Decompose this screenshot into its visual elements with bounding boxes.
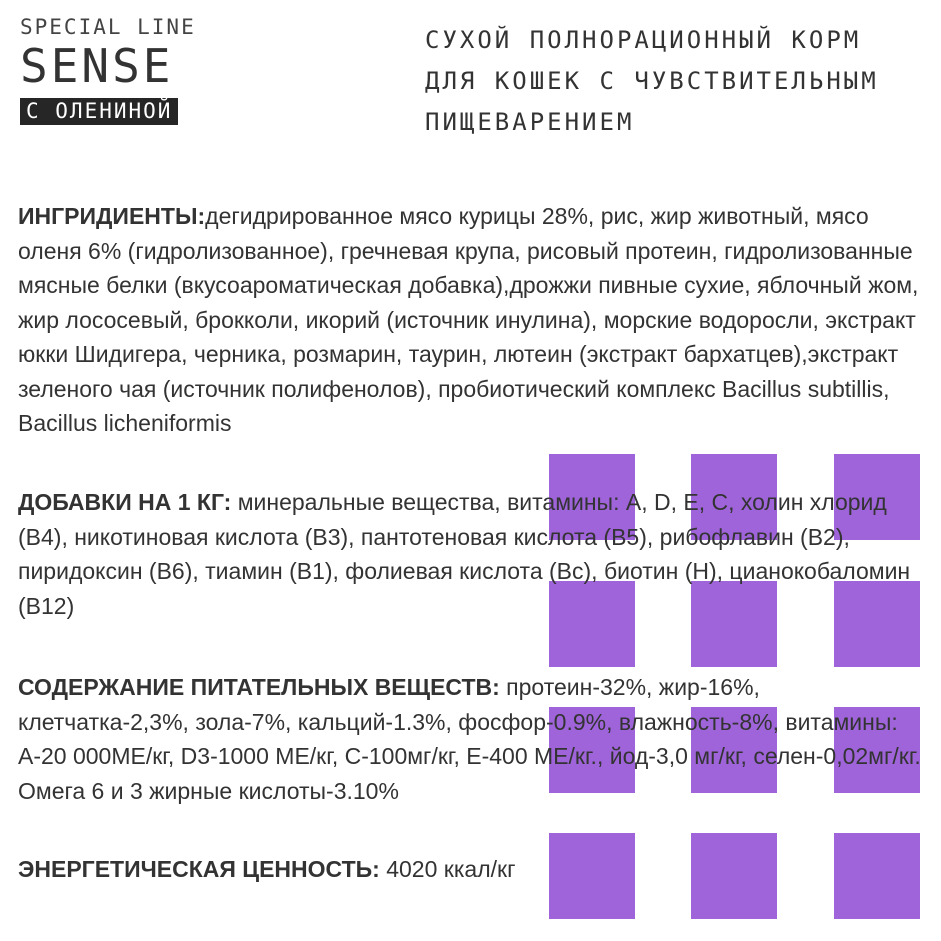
brand-block (20, 14, 196, 125)
energy-label: ЭНЕРГЕТИЧЕСКАЯ ЦЕННОСТЬ: (18, 856, 380, 882)
ingredients-label: ИНГРИДИЕНТЫ: (18, 203, 206, 229)
brand-name: SENSE (20, 39, 174, 93)
nutrients-text: протеин-32%, жир-16%, клетчатка-2,3%, зола-7%, кальций-1.3%, фосфор-0.9%, влажность-8%, витамины: А-20 000МЕ/кг, D3-1000 МЕ/кг, С-100мг/кг, Е-400 МЕ/кг., йод-3,0 мг/кг, селен-0,02мг/кг. Омега 6 и 3 жирные кислоты-3.10% (18, 674, 921, 804)
ingredients-text: дегидрированное мясо курицы 28%, рис, жир животный, мясо оленя 6% (гидролизованное), гречневая крупа, рисовый протеин, гидролизованные мясные белки (вкусоароматическая добавка),дрожжи пивные сухие, яблочный жом, жир лососевый, брокколи, икорий (источник инулина), морские водоросли, экстракт юкки Шидигера, черника, розмарин, таурин, лютеин (экстракт бархатцев),экстракт зеленого чая (источник полифенолов), пробиотический комплекс Bacillus subtillis, Bacillus licheniformis (18, 203, 919, 436)
additives-label: ДОБАВКИ НА 1 КГ: (18, 489, 232, 515)
nutrients-label: СОДЕРЖАНИЕ ПИТАТЕЛЬНЫХ ВЕЩЕСТВ: (18, 674, 500, 700)
line-label: SPECIAL LINE (20, 15, 196, 39)
energy-text: 4020 ккал/кг (379, 856, 516, 882)
energy-section (18, 852, 924, 887)
additives-text: минеральные вещества, витамины: А, D, Е, С, холин хлорид (В4), никотиновая кислота (В3), пантотеновая кислота (В5), рибофлавин (В2), пиридоксин (В6), тиамин (В1), фолиевая кислота (Вс), биотин (Н), цианокобаломин (В12) (18, 489, 911, 619)
additives-section (18, 485, 924, 623)
flavor-tag: С ОЛЕНИНОЙ (20, 98, 178, 125)
ingredients-section (18, 199, 924, 441)
nutrients-section (18, 670, 924, 808)
product-description: СУХОЙ ПОЛНОРАЦИОННЫЙ КОРМ ДЛЯ КОШЕК С ЧУВСТВИТЕЛЬНЫМ ПИЩЕВАРЕНИЕМ (425, 26, 879, 136)
